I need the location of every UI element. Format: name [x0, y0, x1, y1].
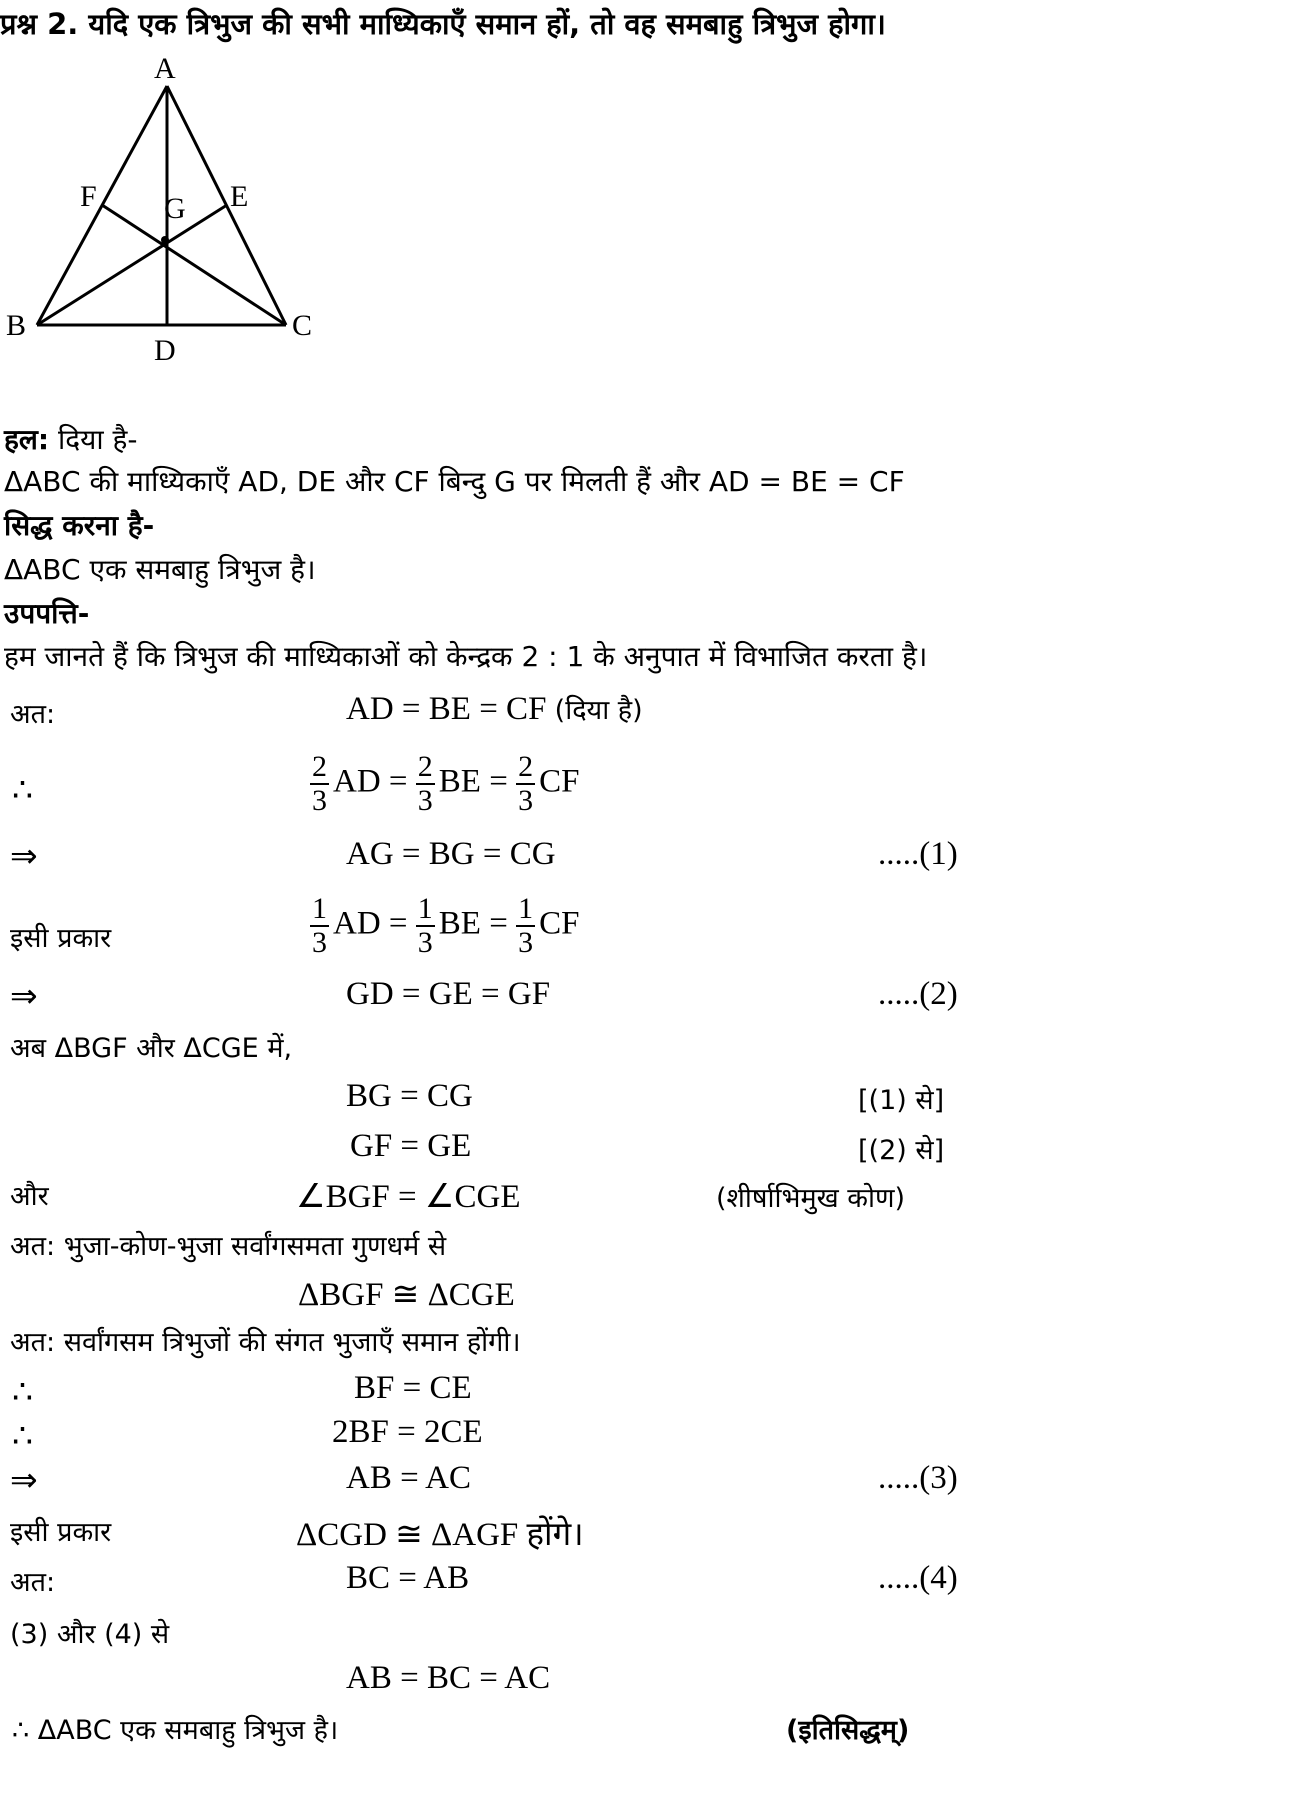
label-g: G [164, 192, 186, 225]
proof-expr-16: ΔCGD ≅ ΔAGF होंगे। [296, 1517, 584, 1553]
proof-label-4: इसी प्रकार [10, 923, 112, 954]
triangle-figure [0, 50, 340, 370]
proof-expr-13: BF = CE [354, 1370, 472, 1406]
proof-line-6: अब ΔBGF और ΔCGE में, [10, 1033, 293, 1064]
proof-label-14: ∴ [12, 1419, 33, 1455]
proof-expr-1-math: AD = BE = CF [346, 691, 547, 727]
label-a: A [154, 52, 176, 85]
given-text: दिया है- [49, 423, 138, 456]
proof-ref-2: .....(2) [878, 976, 958, 1012]
to-prove-heading: सिद्ध करना है- [4, 509, 155, 542]
given-heading: हल: [4, 423, 50, 456]
given-line [4, 420, 137, 458]
label-d: D [154, 334, 176, 367]
proof-label-13: ∴ [12, 1375, 33, 1411]
proof-label-17: अत: [10, 1567, 56, 1598]
centroid-point [161, 236, 169, 244]
question-heading: प्रश्न 2. यदि एक त्रिभुज की सभी माध्यिकाएँ समान हों, तो वह समबाहु त्रिभुज होगा। [0, 7, 886, 41]
qed-mark: (इतिसिद्धम्) [786, 1715, 910, 1746]
proof-expr-7: BG = CG [346, 1078, 473, 1114]
proof-expr-8: GF = GE [350, 1128, 472, 1164]
fraction-one-third-cf: $\frac{1}{3}$ [518, 892, 534, 959]
proof-label-2: ∴ [12, 773, 33, 809]
fraction-two-thirds-ad: $\frac{2}{3}$ [312, 750, 327, 817]
proof-expr-15: AB = AC [346, 1460, 471, 1496]
label-b: B [6, 309, 27, 342]
term-ad: AD = [333, 763, 416, 800]
proof-ref-4: .....(4) [878, 1560, 958, 1596]
to-prove-statement: ΔABC एक समबाहु त्रिभुज है। [4, 553, 316, 586]
proof-intro: हम जानते हैं कि त्रिभुज की माध्यिकाओं को केन्द्रक 2 : 1 के अनुपात में विभाजित करता है। [4, 640, 928, 673]
proof-ref-3: .....(3) [878, 1460, 958, 1496]
term-be: BE = [438, 763, 517, 800]
proof-ref-7: [(1) से] [858, 1085, 945, 1116]
proof-expr-9: ∠BGF = ∠CGE [296, 1179, 521, 1215]
proof-label-1: अत: [10, 699, 56, 730]
conclusion-line: ∴ ΔABC एक समबाहु त्रिभुज है। [12, 1715, 339, 1746]
proof-label-9: और [10, 1181, 49, 1212]
label-c: C [292, 309, 313, 342]
proof-expr-11: ΔBGF ≅ ΔCGE [298, 1277, 515, 1313]
fraction-one-third-ad: $\frac{1}{3}$ [312, 892, 327, 959]
proof-line-10: अत: भुजा-कोण-भुजा सर्वांगसमता गुणधर्म से [10, 1231, 447, 1262]
fraction-two-thirds-cf: $\frac{2}{3}$ [518, 750, 534, 817]
proof-expr-2 [310, 752, 579, 816]
proof-expr-4 [310, 894, 579, 958]
fraction-one-third-be: $\frac{1}{3}$ [417, 892, 433, 959]
proof-expr-17: BC = AB [346, 1560, 470, 1596]
proof-label-5: ⇒ [10, 979, 38, 1015]
term-ad-2: AD = [333, 905, 416, 942]
proof-line-12: अत: सर्वांगसम त्रिभुजों की संगत भुजाएँ समान होंगी। [10, 1327, 521, 1358]
proof-label-15: ⇒ [10, 1463, 38, 1499]
proof-expr-19: AB = BC = AC [346, 1660, 551, 1696]
label-e: E [230, 180, 249, 213]
label-f: F [80, 180, 97, 213]
proof-expr-5: GD = GE = GF [346, 976, 551, 1012]
term-be-2: BE = [438, 905, 517, 942]
proof-heading: उपपत्ति- [4, 597, 90, 630]
proof-expr-1 [346, 690, 643, 728]
term-cf: CF [539, 763, 580, 800]
proof-expr-14: 2BF = 2CE [332, 1414, 483, 1450]
fraction-two-thirds-be: $\frac{2}{3}$ [417, 750, 433, 817]
term-cf-2: CF [539, 905, 580, 942]
proof-line-18: (3) और (4) से [10, 1619, 170, 1650]
proof-label-3: ⇒ [10, 839, 38, 875]
proof-label-16: इसी प्रकार [10, 1517, 112, 1548]
proof-ref-8: [(2) से] [858, 1135, 945, 1166]
proof-expr-3: AG = BG = CG [346, 836, 556, 872]
given-statement: ΔABC की माध्यिकाएँ AD, DE और CF बिन्दु G पर मिलती हैं और AD = BE = CF [4, 465, 905, 498]
proof-ref-1: .....(1) [878, 836, 958, 872]
proof-note-1: (दिया है) [554, 695, 643, 726]
proof-ref-9: (शीर्षाभिमुख कोण) [716, 1183, 906, 1214]
